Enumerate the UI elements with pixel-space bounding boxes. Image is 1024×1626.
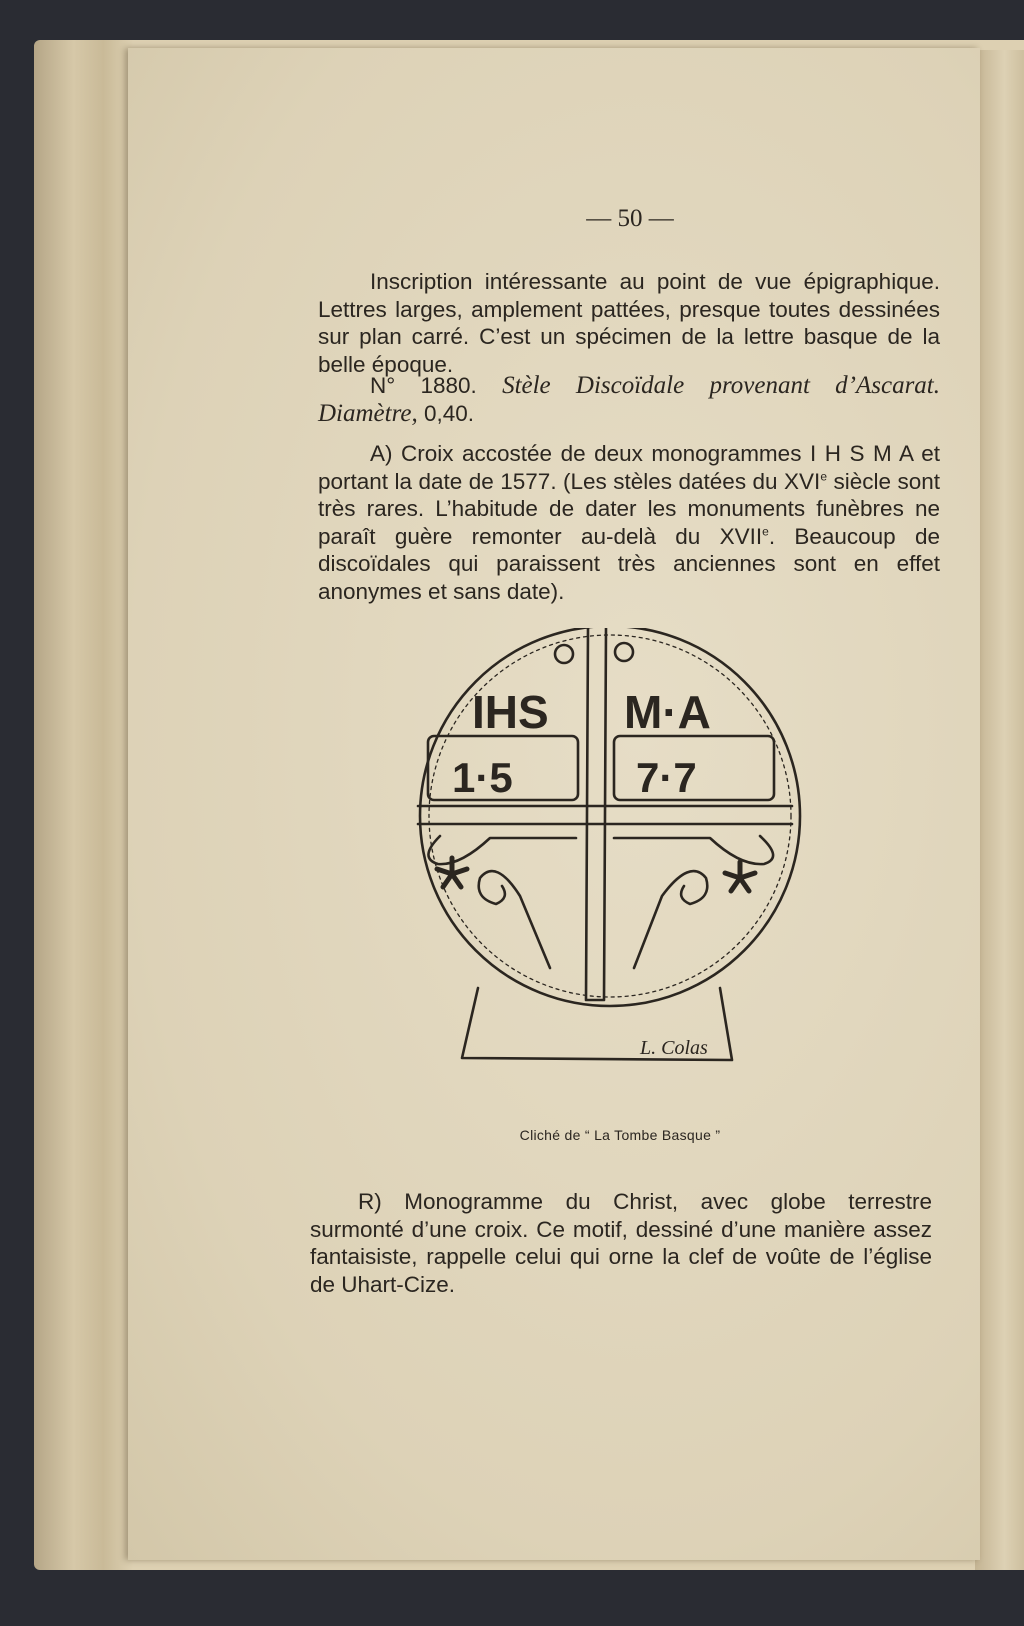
side-a-text-2: siècle sont très rares. L’habitude de dater les monuments funèbres ne paraît guère remonter au-delà du XVII <box>318 468 940 549</box>
side-a-text-1: A) Croix accostée de deux monogrammes I H S M A et portant la date de 1577. (Les stèles datées du XVI <box>318 441 940 494</box>
catalog-diameter: 0,40. <box>417 400 475 426</box>
stele-disc-outline <box>420 628 800 1006</box>
paragraph-side-a <box>318 440 940 605</box>
superscript-e: e <box>820 469 827 483</box>
catalog-number: N° 1880. <box>370 373 503 398</box>
superscript-e: e <box>762 524 769 538</box>
monogram-ma: M·A <box>624 686 711 738</box>
scroll-left-spiral <box>479 871 550 968</box>
stele-drawing <box>400 628 840 1108</box>
figure-caption: Cliché de “ La Tombe Basque ” <box>519 1127 721 1143</box>
date-right: 7·7 <box>636 754 697 801</box>
catalog-title: Stèle Discoïdale provenant d’Ascarat. Diamètre, <box>318 372 940 427</box>
monogram-ihs: IHS <box>472 686 549 738</box>
paragraph-inscription: Inscription intéressante au point de vue épigraphique. Lettres larges, amplement pattées, presque toutes dessinées sur plan carré. C’est un spécimen de la lettre basque de la belle époque. <box>318 269 940 377</box>
ornament-circle-left <box>555 645 573 663</box>
paragraph-side-r: R) Monogramme du Christ, avec globe terrestre surmonté d’une croix. Ce motif, dessiné d’une manière assez fantaisiste, rappelle celui qui orne la clef de voûte de l’église de Uhart-Cize. <box>310 1189 932 1297</box>
artist-signature: L. Colas <box>640 1037 708 1059</box>
page-number: — 50 — <box>586 205 674 232</box>
scroll-right-spiral <box>634 871 707 968</box>
paragraph-catalog-entry <box>318 372 940 427</box>
ornament-circle-right <box>615 643 633 661</box>
next-page-edge <box>975 50 1024 1570</box>
flower-right <box>725 862 755 891</box>
scroll-right-outer <box>614 836 773 864</box>
date-left: 1·5 <box>452 754 513 801</box>
side-a-text-3: . Beaucoup de discoïdales qui paraissent très anciennes sont en effet anonymes et sans date). <box>318 523 940 604</box>
cross-vertical-arm <box>586 628 606 1000</box>
